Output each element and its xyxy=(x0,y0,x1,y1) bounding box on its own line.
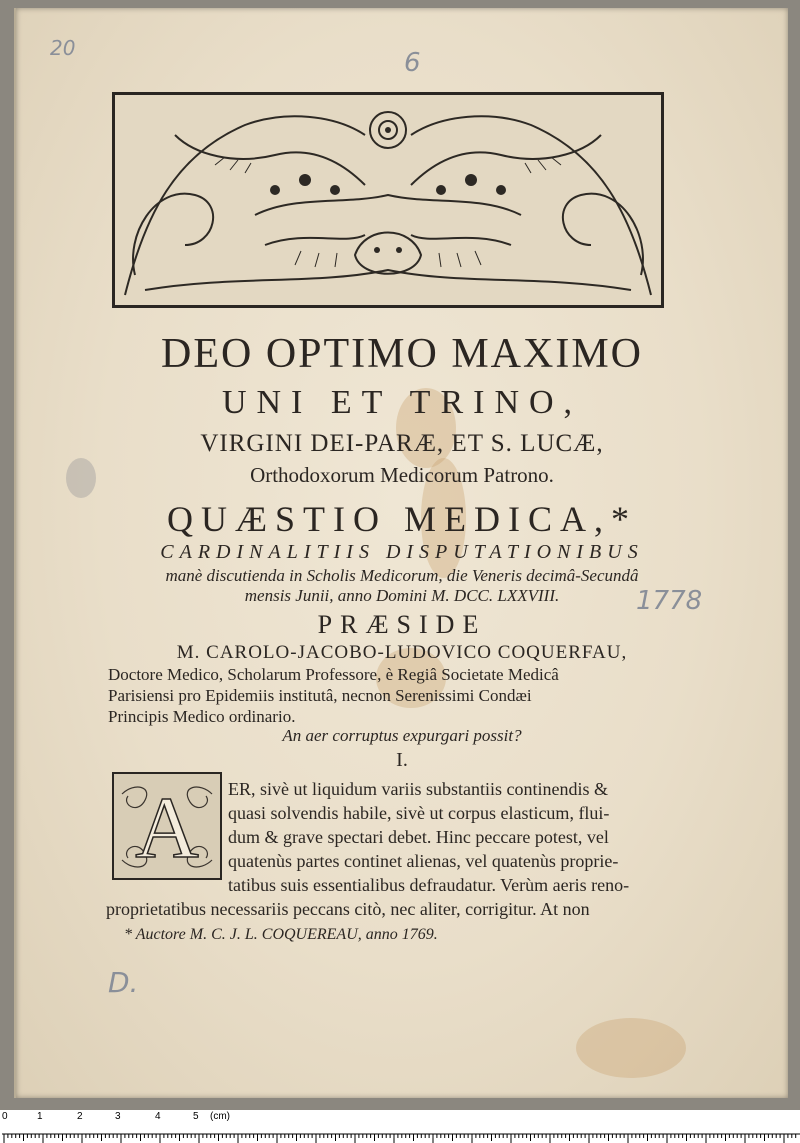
dedication-line-3: VIRGINI DEI-PARÆ, ET S. LUCÆ, xyxy=(200,430,604,457)
folio-number: 20 xyxy=(50,36,76,60)
ruler-label: 1 xyxy=(37,1111,43,1122)
dissertation-question: An aer corruptus expurgari possit? xyxy=(282,726,522,745)
praeside-line: Principis Medico ordinario. xyxy=(108,707,296,726)
page-number: 6 xyxy=(404,48,421,78)
praeside-heading: PRÆSIDE xyxy=(317,610,487,639)
question-title: QUÆSTIO MEDICA,* xyxy=(167,499,637,539)
scale-ruler xyxy=(0,1110,800,1143)
ruler-label: (cm) xyxy=(210,1111,230,1122)
ruler-label: 2 xyxy=(77,1111,83,1122)
body-line: quasi solvendis habile, sivè ut corpus elasticum, flui- xyxy=(228,803,610,823)
dedication-line-2: UNI ET TRINO, xyxy=(221,384,583,421)
dedication-line-4: Orthodoxorum Medicorum Patrono. xyxy=(250,463,554,487)
headpiece-engraving xyxy=(115,95,661,305)
body-line: dum & grave spectari debet. Hinc peccare potest, vel xyxy=(228,827,609,847)
body-line: quatenùs partes continet alienas, vel quatenùs proprie- xyxy=(228,851,619,871)
ruler-label: 5 xyxy=(193,1111,199,1122)
ruler-label: 4 xyxy=(155,1111,161,1122)
question-subtitle: CARDINALITIIS DISPUTATIONIBUS xyxy=(160,541,644,563)
ornamental-headpiece xyxy=(112,92,664,308)
body-line-full: proprietatibus necessariis peccans citò, nec aliter, corrigitur. At non xyxy=(106,899,590,919)
section-number: I. xyxy=(396,749,408,771)
initial-letter: A xyxy=(135,780,199,877)
dedication-line-1: DEO OPTIMO MAXIMO xyxy=(161,331,643,377)
question-date-line-1: manè discutienda in Scholis Medicorum, die Veneris decimâ-Secundâ xyxy=(165,566,639,585)
footnote: * Auctore M. C. J. L. COQUEREAU, anno 1769. xyxy=(124,926,438,943)
ruler-label: 0 xyxy=(2,1111,8,1122)
bottom-letter: D. xyxy=(108,966,139,999)
praeside-line: Parisiensi pro Epidemiis institutâ, necnon Serenissimi Condæi xyxy=(108,686,532,705)
praeside-name: M. CAROLO-JACOBO-LUDOVICO COQUERFAU, xyxy=(176,642,628,663)
ruler-label: 3 xyxy=(115,1111,121,1122)
decorated-initial xyxy=(112,772,222,880)
question-date-line-2: mensis Junii, anno Domini M. DCC. LXXVIII. xyxy=(244,586,560,605)
body-line: tatibus suis essentialibus defraudatur. Verùm aeris reno- xyxy=(228,875,630,895)
praeside-line: Doctore Medico, Scholarum Professore, è Regiâ Societate Medicâ xyxy=(108,665,559,684)
stain xyxy=(576,1018,686,1078)
body-line: ER, sivè ut liquidum variis substantiis continendis & xyxy=(228,779,608,799)
margin-year: 1778 xyxy=(636,586,703,616)
document-page xyxy=(14,8,788,1098)
